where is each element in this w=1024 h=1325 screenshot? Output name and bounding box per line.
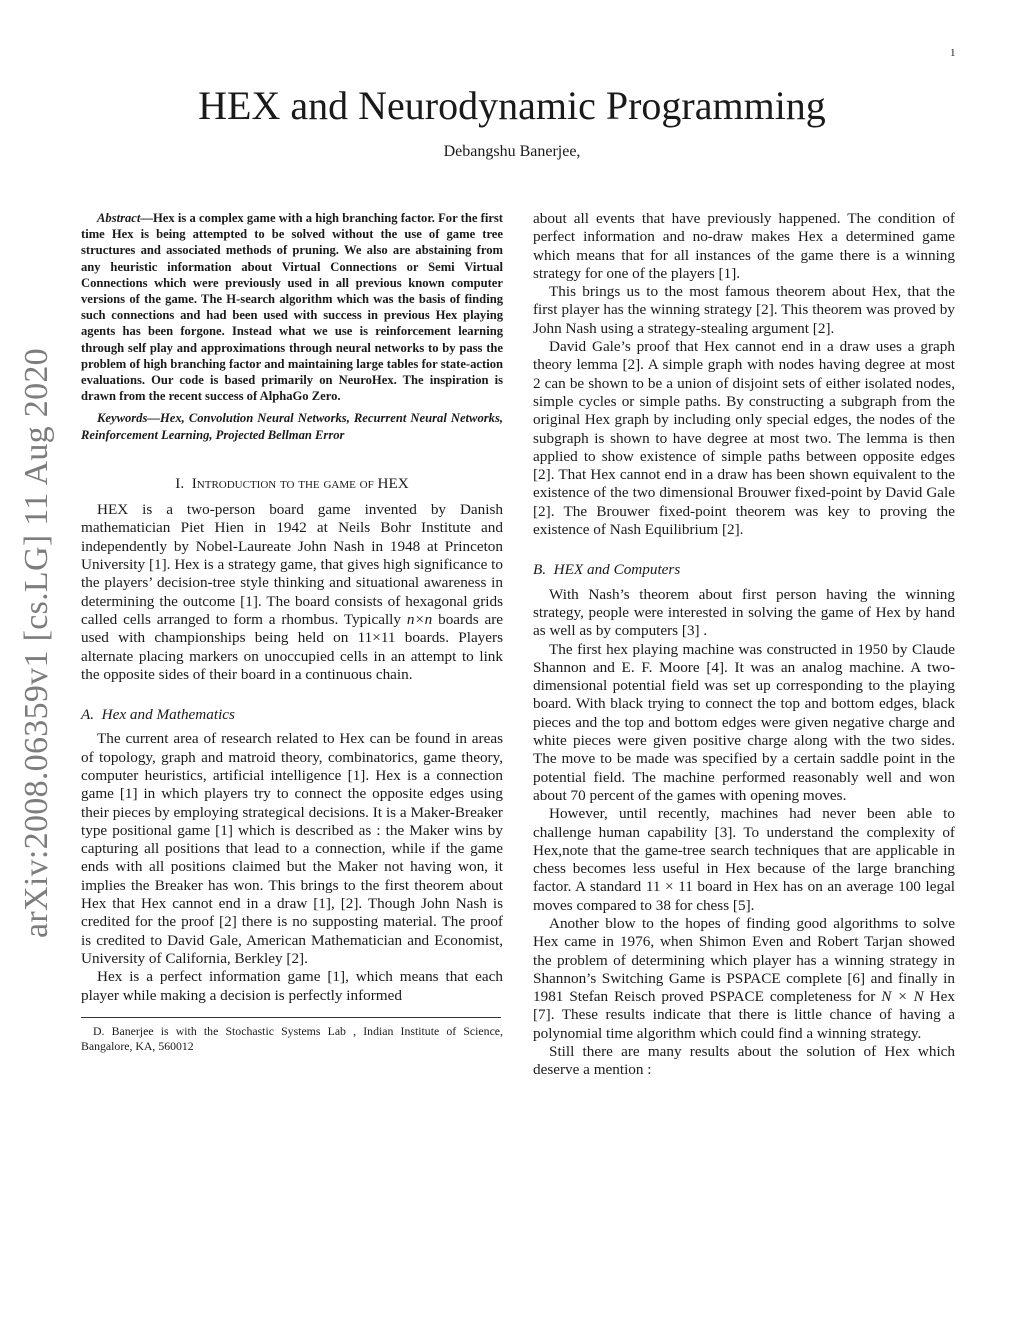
author-affiliation-footnote: D. Banerjee is with the Stochastic Systems Lab , Indian Institute of Science, Bangalore, KA, 560012 xyxy=(81,1023,503,1053)
computers-paragraph-4 xyxy=(533,915,955,1043)
abstract-text: Hex is a complex game with a high branching factor. For the first time Hex is being attempted to be solved without the use of game tree structures and associated methods of pruning. We also are abstaining from any heuristic information about Virtual Connections or Semi Virtual Connections which were previously used in all previous known computer versions of the game. The H-search algorithm which was the basis of finding such connections and had been used with success in previous Hex playing agents has been forgone. Instead what we use is reinforcement learning through self play and approximations through neural networks to by pass the problem of high branching factor and maintaining large tables for state-action evaluations. Our code is based primarily on NeuroHex. The inspiration is drawn from the recent success of AlphaGo Zero. xyxy=(81,211,503,404)
subsection-heading-mathematics xyxy=(81,706,503,724)
section-heading-intro xyxy=(81,475,503,493)
subsection-title: HEX and Computers xyxy=(553,561,681,579)
math-11-by-11: 11×11 xyxy=(357,629,396,647)
computers-paragraph-3 xyxy=(533,805,955,915)
right-column xyxy=(533,210,955,1080)
keywords-text: Hex, Convolution Neural Networks, Recurrent Neural Networks, Reinforcement Learning, Projected Bellman Error xyxy=(81,411,503,442)
gale-proof-paragraph: David Gale’s proof that Hex cannot end in a draw uses a graph theory lemma [2]. A simple graph with nodes having degree at most 2 can be shown to be a union of disjoint sets of either isolated nodes, simple cycles or simple paths. By constructing a subgraph from the original Hex graph by including only special edges, the nodes of the subgraph is shown to have degree at most two. The lemma is then applied to show existence of simple paths between opposite edges [2]. That Hex cannot end in a draw has been shown equivalent to the existence of the two dimensional Brouwer fixed-point by David Gale [2]. The Brouwer fixed-point theorem was key to proving the existence of Nash Equilibrium [2]. xyxy=(533,338,955,539)
page-number: 1 xyxy=(950,47,956,59)
subsection-heading-computers xyxy=(533,561,955,579)
math-11-times-11: 11 × 11 xyxy=(645,878,693,896)
abstract-lead: Abstract xyxy=(97,211,141,225)
computers-paragraph-2: The first hex playing machine was constructed in 1950 by Claude Shannon and E. F. Moore [4]. It was an analog machine. A two-dimensional potential field was set up corresponding to the playing board. With black trying to connect the top and bottom edges, black pieces and the top and bottom edges were given negative charge and white pieces were given positive charge along with the two sides. The move to be made was specified by a certain saddle point in the potential field. The machine performed reasonably well and won about 70 percent of the games with opening moves. xyxy=(533,640,955,804)
keywords-lead: Keywords xyxy=(97,411,148,426)
keywords xyxy=(81,410,503,442)
subsection-label: B. xyxy=(533,561,547,579)
intro-text-part-1: HEX is a two-person board game invented by Danish mathematician Piet Hien in 1942 at Neils Bohr Institute and independently by Nobel-Laureate John Nash in 1948 at Princeton University [1]. Hex is a strategy game, that gives high significance to the players’ decision-tree style thinking and situational awareness in determining the outcome [1]. The board consists of hexagonal grids called cells arranged to form a rhombus. Typically xyxy=(81,501,503,628)
abstract-dash: — xyxy=(140,211,153,225)
intro-paragraph xyxy=(81,501,503,684)
subsection-label: A. xyxy=(81,706,95,724)
author-line: Debangshu Banerjee, xyxy=(443,143,581,160)
section-numeral: I. xyxy=(175,474,185,492)
footnote-divider xyxy=(81,1017,501,1018)
continued-paragraph: about all events that have previously happened. The condition of perfect information and no-draw makes Hex a determined game which means that for all instances of the game there is a winning strategy for one of the players [1]. xyxy=(533,210,955,282)
math-n-times-n: N × N xyxy=(881,988,924,1006)
abstract xyxy=(81,210,503,404)
mathematics-paragraph-1: The current area of research related to Hex can be found in areas of topology, graph and matroid theory, combinatorics, game theory, computer heuristics, artificial intelligence [1]. Hex is a connection game [1] in which players try to connect the opposite edges using their pieces by employing strategical decisions. It is a Maker-Breaker type positional game [1] which is described as : the Maker wins by capturing all positions that lead to a connection, while if the game ends with all positions claimed but the Maker not having won, it implies the Breaker has won. This brings to the first theorem about Hex that Hex cannot end in a draw [1], [2]. Though John Nash is credited for the proof [2] there is no supposting material. The proof is credited to David Gale, American Mathematician and Economist, University of California, Berkley [2]. xyxy=(81,730,503,967)
computers-text-part-3: Another blow to the hopes of finding good algorithms to solve Hex came in 1976, when Shimon Even and Robert Tarjan showed the problem of determining which player has a winning strategy in Shannon’s Switching Game is PSPACE complete [6] and finally in 1981 Stefan Reisch proved PSPACE completeness for xyxy=(533,914,955,1006)
computers-text-part-4: Hex [7]. These results indicate that there is little chance of having a polynomial time algorithm which could find a winning strategy. xyxy=(533,988,955,1042)
computers-paragraph-1: With Nash’s theorem about first person having the winning strategy, people were interested in solving the game of Hex by hand as well as by computers [3] . xyxy=(533,585,955,640)
computers-paragraph-5: Still there are many results about the solution of Hex which deserve a mention : xyxy=(533,1043,955,1079)
section-title: Introduction to the game of HEX xyxy=(191,474,409,492)
mathematics-paragraph-2: Hex is a perfect information game [1], which means that each player while making a decision is perfectly informed xyxy=(81,968,503,1004)
left-column xyxy=(81,210,503,1054)
nash-theorem-paragraph: This brings us to the most famous theorem about Hex, that the first player has the winning strategy [2]. This theorem was proved by John Nash using a strategy-stealing argument [2]. xyxy=(533,283,955,337)
arxiv-identifier-stamp: arXiv:2008.06359v1 [cs.LG] 11 Aug 2020 xyxy=(18,348,55,938)
intro-text-part-3: boards. Players alternate placing markers on unoccupied cells in an attempt to link the opposite sides of their board in a continuous chain. xyxy=(81,629,503,683)
computers-text-part-1: However, until recently, machines had never been able to challenge human capability [3]. To understand the complexity of Hex,note that the game-tree search techniques that are applicable in chess becomes less useful in Hex because of the large branching factor. A standard xyxy=(533,805,955,896)
subsection-title: Hex and Mathematics xyxy=(101,706,235,724)
math-n-by-n: n×n xyxy=(406,610,433,628)
intro-text-part-2: boards are used with championships being held on xyxy=(81,610,503,647)
computers-text-part-2: board in Hex has on an average 100 legal moves compared to 38 for chess [5]. xyxy=(533,878,955,914)
keywords-dash: — xyxy=(147,411,160,426)
paper-title: HEX and Neurodynamic Programming xyxy=(198,83,826,128)
